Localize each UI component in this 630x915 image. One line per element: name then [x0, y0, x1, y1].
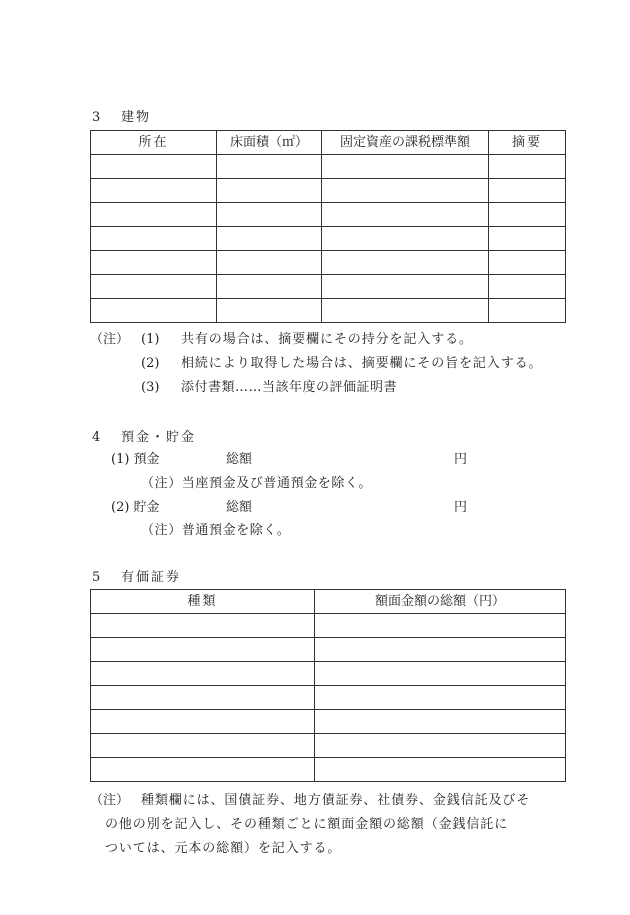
building-table-cell — [91, 227, 217, 251]
building-note-1-num: (1) — [141, 332, 160, 347]
building-table-body — [91, 155, 566, 323]
building-table-cell — [322, 299, 489, 323]
column-header-location: 所在 — [91, 131, 217, 155]
securities-table-cell — [91, 758, 315, 782]
securities-table-body — [91, 614, 566, 782]
securities-table-row — [91, 686, 566, 710]
building-table-cell — [489, 299, 566, 323]
section-5-heading: 有価証券 — [121, 570, 182, 585]
savings-unit: 円 — [454, 500, 468, 515]
building-table-row — [91, 275, 566, 299]
securities-note-line-2: の他の別を記入し、その種類ごとに額面金額の総額（金銭信託に — [105, 817, 509, 832]
building-table-cell — [489, 227, 566, 251]
building-table-cell — [217, 251, 322, 275]
building-table-cell — [91, 275, 217, 299]
securities-table-row — [91, 614, 566, 638]
securities-table-row — [91, 662, 566, 686]
building-table-cell — [217, 227, 322, 251]
building-table-cell — [217, 299, 322, 323]
securities-table-header — [91, 590, 566, 614]
building-table-cell — [322, 251, 489, 275]
securities-table-cell — [91, 710, 315, 734]
section-4-number: 4 — [92, 430, 101, 445]
securities-table-cell — [91, 734, 315, 758]
building-table-row — [91, 155, 566, 179]
securities-table-row — [91, 758, 566, 782]
deposit-unit: 円 — [454, 452, 468, 467]
building-note-2-text: 相続により取得した場合は、摘要欄にその旨を記入する。 — [181, 356, 543, 371]
building-table-cell — [489, 179, 566, 203]
column-header-face-value-total: 額面金額の総額（円） — [315, 590, 566, 614]
securities-table-cell — [315, 662, 566, 686]
column-header-tax-base: 固定資産の課税標準額 — [322, 131, 489, 155]
building-table-cell — [322, 227, 489, 251]
securities-table-cell — [91, 614, 315, 638]
securities-table-row — [91, 710, 566, 734]
securities-table-row — [91, 638, 566, 662]
building-table-cell — [217, 155, 322, 179]
building-table-row — [91, 299, 566, 323]
securities-table-cell — [91, 662, 315, 686]
deposit-label: (1) 預金 — [111, 452, 160, 467]
building-table-cell — [91, 251, 217, 275]
building-table-cell — [91, 299, 217, 323]
section-3-number: 3 — [92, 110, 101, 125]
securities-note-line-1: 種類欄には、国債証券、地方債証券、社債券、金銭信託及びそ — [141, 793, 531, 808]
building-table-row — [91, 227, 566, 251]
building-table-cell — [217, 275, 322, 299]
securities-table-cell — [91, 638, 315, 662]
securities-table-cell — [315, 638, 566, 662]
section-4-heading: 預金・貯金 — [121, 430, 197, 445]
building-table-cell — [91, 179, 217, 203]
deposit-note: （注）当座預金及び普通預金を除く。 — [141, 476, 372, 491]
building-table-cell — [489, 275, 566, 299]
building-table-row — [91, 179, 566, 203]
securities-note-label: （注） — [90, 793, 130, 808]
savings-total-label: 総額 — [226, 500, 253, 515]
building-table-cell — [322, 179, 489, 203]
building-table-row — [91, 203, 566, 227]
securities-table-cell — [315, 686, 566, 710]
building-table-cell — [217, 179, 322, 203]
building-table-cell — [217, 203, 322, 227]
securities-table-cell — [315, 614, 566, 638]
section-5-number: 5 — [92, 570, 101, 585]
securities-table-cell — [315, 710, 566, 734]
deposit-total-label: 総額 — [226, 452, 253, 467]
building-table-cell — [489, 155, 566, 179]
section-3-heading: 建物 — [121, 110, 152, 125]
building-table-cell — [91, 203, 217, 227]
securities-table-cell — [91, 686, 315, 710]
column-header-floor-area: 床面積（㎡） — [217, 131, 322, 155]
building-table-cell — [91, 155, 217, 179]
securities-note-line-3: ついては、元本の総額）を記入する。 — [105, 841, 342, 856]
securities-table-cell — [315, 758, 566, 782]
savings-note: （注）普通預金を除く。 — [141, 523, 291, 538]
building-note-1-text: 共有の場合は、摘要欄にその持分を記入する。 — [181, 332, 473, 347]
building-table-cell — [322, 155, 489, 179]
building-table-cell — [489, 251, 566, 275]
building-table-cell — [322, 275, 489, 299]
building-table-row — [91, 251, 566, 275]
securities-table — [90, 589, 566, 782]
securities-table-cell — [315, 734, 566, 758]
building-note-3-text: 添付書類……当該年度の評価証明書 — [181, 380, 398, 395]
building-table-cell — [322, 203, 489, 227]
securities-table-row — [91, 734, 566, 758]
savings-label: (2) 貯金 — [111, 500, 160, 515]
building-table-cell — [489, 203, 566, 227]
building-note-2-num: (2) — [141, 356, 160, 371]
column-header-type: 種類 — [91, 590, 315, 614]
building-table — [90, 130, 566, 323]
building-notes-label: （注） — [90, 332, 130, 347]
building-note-3-num: (3) — [141, 380, 160, 395]
building-table-header — [91, 131, 566, 155]
column-header-remarks: 摘要 — [489, 131, 566, 155]
